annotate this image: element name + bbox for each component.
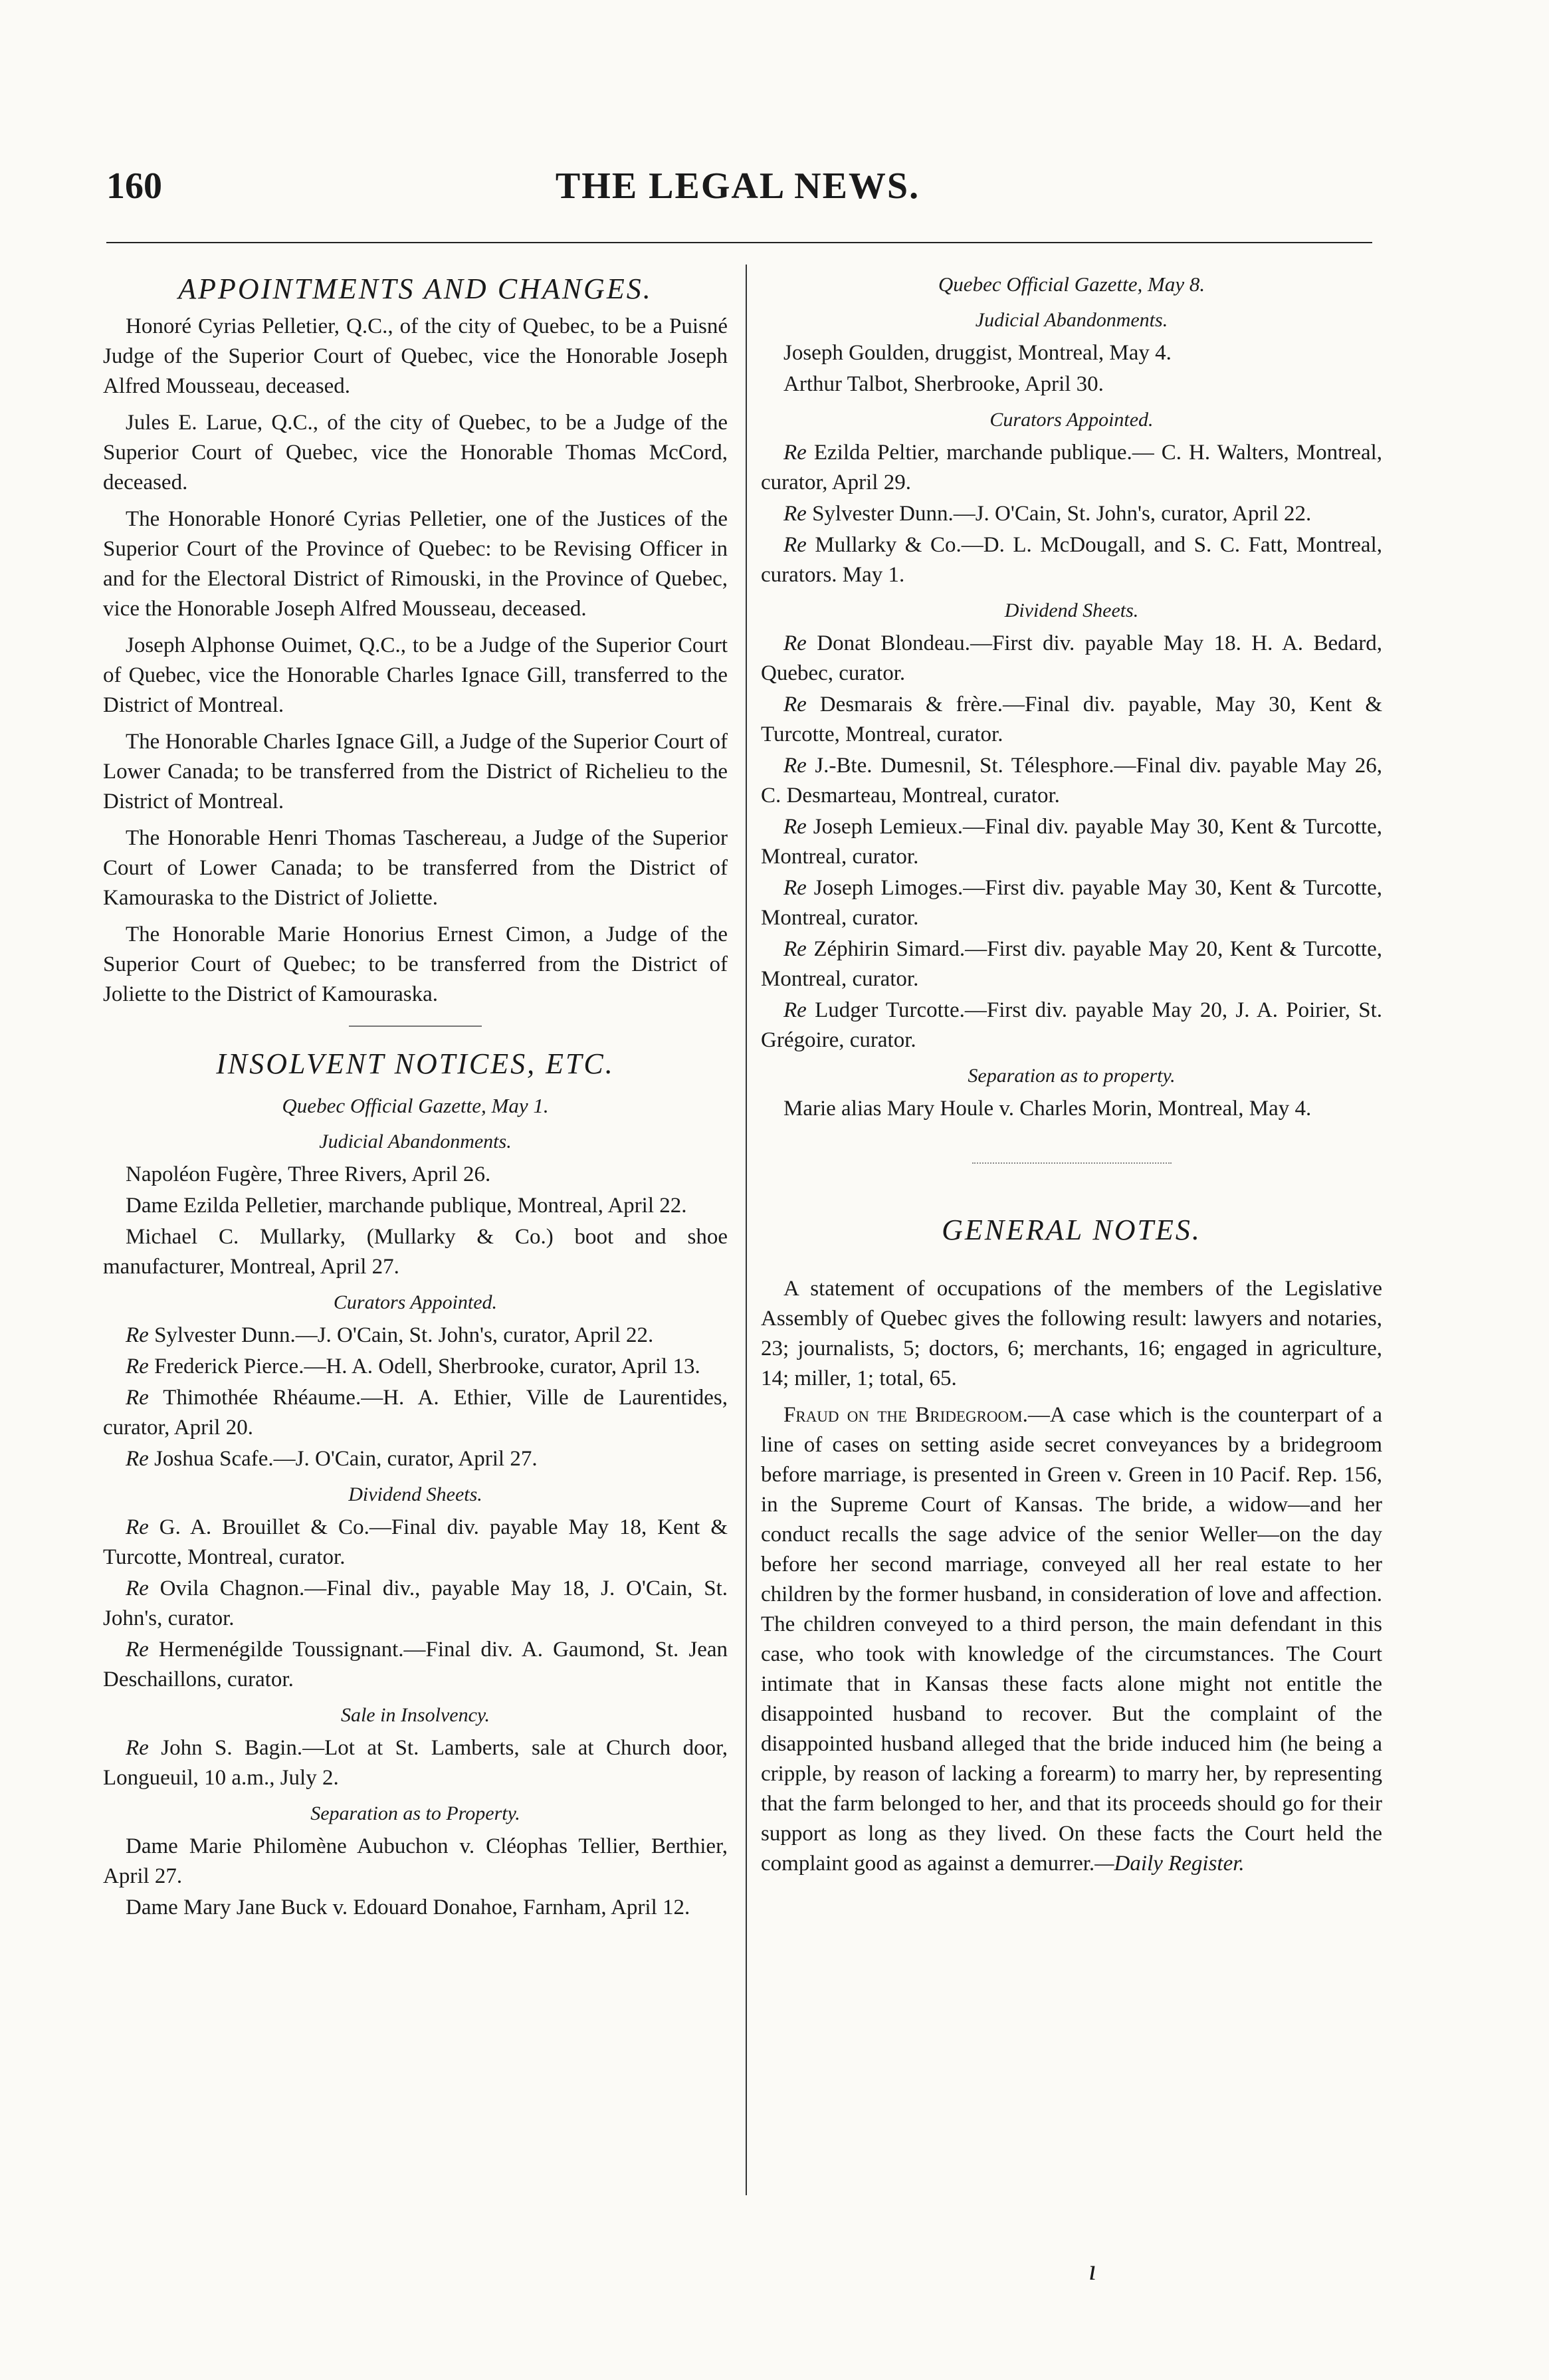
judicial-abandonments-heading: Judicial Abandonments. [975, 309, 1168, 331]
notice-entry: Re Ludger Turcotte.—First div. payable May 20, J. A. Poirier, St. Grégoire, curator. [761, 998, 1382, 1052]
notice-entry: Re Mullarky & Co.—D. L. McDougall, and S. C. Fatt, Montreal, curators. May 1. [761, 533, 1382, 587]
article-source: —Daily Register. [1094, 1852, 1245, 1876]
article-lead: Fraud on the Bridegroom. [783, 1403, 1028, 1427]
notice-entry: Re Joshua Scafe.—J. O'Cain, curator, April 27. [126, 1447, 538, 1471]
notice-entry: Napoléon Fugère, Three Rivers, April 26. [126, 1162, 491, 1186]
separation-heading: Separation as to Property. [310, 1802, 520, 1824]
notice-entry: Re Frederick Pierce.—H. A. Odell, Sherbrooke, curator, April 13. [126, 1354, 700, 1378]
notice-entry: Re G. A. Brouillet & Co.—Final div. payable May 18, Kent & Turcotte, Montreal, curator. [103, 1515, 728, 1569]
notice-entry: Dame Marie Philomène Aubuchon v. Cléophas Tellier, Berthier, April 27. [103, 1834, 728, 1888]
notice-entry: Re Thimothée Rhéaume.—H. A. Ethier, Ville de Laurentides, curator, April 20. [103, 1386, 728, 1440]
notice-entry: Re Zéphirin Simard.—First div. payable May 20, Kent & Turcotte, Montreal, curator. [761, 937, 1382, 991]
general-notes-heading: GENERAL NOTES. [942, 1214, 1201, 1246]
notice-entry: Re Ezilda Peltier, marchande publique.— C. H. Walters, Montreal, curator, April 29. [761, 441, 1383, 494]
notice-entry: Re Joseph Lemieux.—Final div. payable May 30, Kent & Turcotte, Montreal, curator. [761, 815, 1382, 869]
notice-entry: Re Sylvester Dunn.—J. O'Cain, St. John's, curator, April 22. [126, 1323, 654, 1347]
notice-entry: Marie alias Mary Houle v. Charles Morin, Montreal, May 4. [783, 1097, 1312, 1121]
page-header [106, 165, 1369, 213]
general-notes-paragraph: Fraud on the Bridegroom.—A case which is the counterpart of a line of cases on setting aside secret conveyances by a bridegroom before marriage, is presented in Green v. Green in 10 Pacif. Rep. 156, in the Supreme Court of Kansas. The bride, a widow—and her conduct recalls the sage advice of the senior Weller—on the day before her second marriage, conveyed all her real estate to her children by the former husband, in consideration of love and affection. The children conveyed to a third person, the main defendant in this case, who took with knowledge of the circumstances. The Court intimate that in Kansas these facts alone might not entitle the disappointed husband to recover. But the complaint of the disappointed husband alleged that the bride induced him (he being a cripple, by reason of lacking a forearm) to marry her, by representing that the farm belonged to her, and that its proceeds should go for their support as long as they lived. On these facts the Court held the complaint good as against a demurrer.—Daily Register. [761, 1403, 1382, 1876]
appointment-paragraph: Honoré Cyrias Pelletier, Q.C., of the city of Quebec, to be a Puisné Judge of the Superior Court of Quebec, vice the Honorable Joseph Alfred Mousseau, deceased. [103, 314, 728, 398]
notice-entry: Re Desmarais & frère.—Final div. payable, May 30, Kent & Turcotte, Montreal, curator. [761, 693, 1383, 746]
dividend-sheets-heading: Dividend Sheets. [1004, 599, 1139, 621]
notice-entry: Re J.-Bte. Dumesnil, St. Télesphore.—Final div. payable May 26, C. Desmarteau, Montreal, curator. [761, 754, 1383, 808]
notice-entry: Re Ovila Chagnon.—Final div., payable May 18, J. O'Cain, St. John's, curator. [103, 1576, 728, 1630]
general-notes-paragraph: A statement of occupations of the members of the Legislative Assembly of Quebec gives the following result: lawyers and notaries, 23; journalists, 5; doctors, 6; merchants, 16; engaged in agriculture, 14; miller, 1; total, 65. [761, 1277, 1382, 1390]
column-divider [746, 265, 747, 2195]
insolvent-heading: INSOLVENT NOTICES, ETC. [216, 1047, 615, 1080]
section-divider [349, 1026, 482, 1027]
gazette-date: Quebec Official Gazette, May 8. [938, 272, 1205, 296]
curators-appointed-heading: Curators Appointed. [333, 1291, 498, 1313]
left-column [103, 269, 728, 1924]
notice-entry: Re Donat Blondeau.—First div. payable May 18. H. A. Bedard, Quebec, curator. [761, 631, 1382, 685]
gazette-date: Quebec Official Gazette, May 1. [282, 1094, 549, 1117]
dividend-sheets-heading: Dividend Sheets. [348, 1483, 482, 1505]
appointments-heading: APPOINTMENTS AND CHANGES. [178, 272, 653, 305]
journal-title: THE LEGAL NEWS. [555, 165, 920, 207]
notice-entry: Re Joseph Limoges.—First div. payable May 30, Kent & Turcotte, Montreal, curator. [761, 876, 1382, 930]
section-divider [972, 1162, 1172, 1164]
sale-in-insolvency-heading: Sale in Insolvency. [340, 1704, 490, 1726]
notice-entry: Re Sylvester Dunn.—J. O'Cain, St. John's, curator, April 22. [783, 502, 1312, 526]
appointment-paragraph: The Honorable Honoré Cyrias Pelletier, one of the Justices of the Superior Court of the Province of Quebec: to be Revising Officer in and for the Electoral District of Rimouski, in the Province of Quebec, vice the Honorable Joseph Alfred Mousseau, deceased. [103, 507, 728, 621]
notice-entry: Re Hermenégilde Toussignant.—Final div. A. Gaumond, St. Jean Deschaillons, curator. [103, 1638, 728, 1691]
header-rule [106, 242, 1372, 243]
notice-entry: Joseph Goulden, druggist, Montreal, May 4. [783, 341, 1172, 365]
judicial-abandonments-heading: Judicial Abandonments. [319, 1131, 512, 1152]
right-column [761, 269, 1382, 1886]
page-number: 160 [106, 165, 162, 207]
appointment-paragraph: The Honorable Charles Ignace Gill, a Judge of the Superior Court of Lower Canada; to be transferred from the District of Richelieu to the District of Montreal. [103, 730, 728, 813]
separation-heading: Separation as to property. [968, 1065, 1176, 1087]
footer-mark: ı [1088, 2254, 1097, 2286]
appointment-paragraph: The Honorable Marie Honorius Ernest Cimon, a Judge of the Superior Court of Quebec; to be transferred from the District of Joliette to the District of Kamouraska. [103, 922, 728, 1006]
appointment-paragraph: Joseph Alphonse Ouimet, Q.C., to be a Judge of the Superior Court of Quebec, vice the Honorable Charles Ignace Gill, transferred to the District of Montreal. [103, 633, 728, 717]
notice-entry: Dame Ezilda Pelletier, marchande publique, Montreal, April 22. [126, 1194, 687, 1218]
curators-appointed-heading: Curators Appointed. [989, 409, 1154, 431]
notice-entry: Re John S. Bagin.—Lot at St. Lamberts, sale at Church door, Longueuil, 10 a.m., July 2. [103, 1736, 728, 1790]
notice-entry: Michael C. Mullarky, (Mullarky & Co.) boot and shoe manufacturer, Montreal, April 27. [103, 1225, 728, 1279]
notice-entry: Arthur Talbot, Sherbrooke, April 30. [783, 372, 1104, 396]
appointment-paragraph: Jules E. Larue, Q.C., of the city of Quebec, to be a Judge of the Superior Court of Quebec, vice the Honorable Thomas McCord, deceased. [103, 411, 728, 494]
notice-entry: Dame Mary Jane Buck v. Edouard Donahoe, Farnham, April 12. [126, 1895, 690, 1919]
appointment-paragraph: The Honorable Henri Thomas Taschereau, a Judge of the Superior Court of Lower Canada; to be transferred from the District of Kamouraska to the District of Joliette. [103, 826, 728, 910]
